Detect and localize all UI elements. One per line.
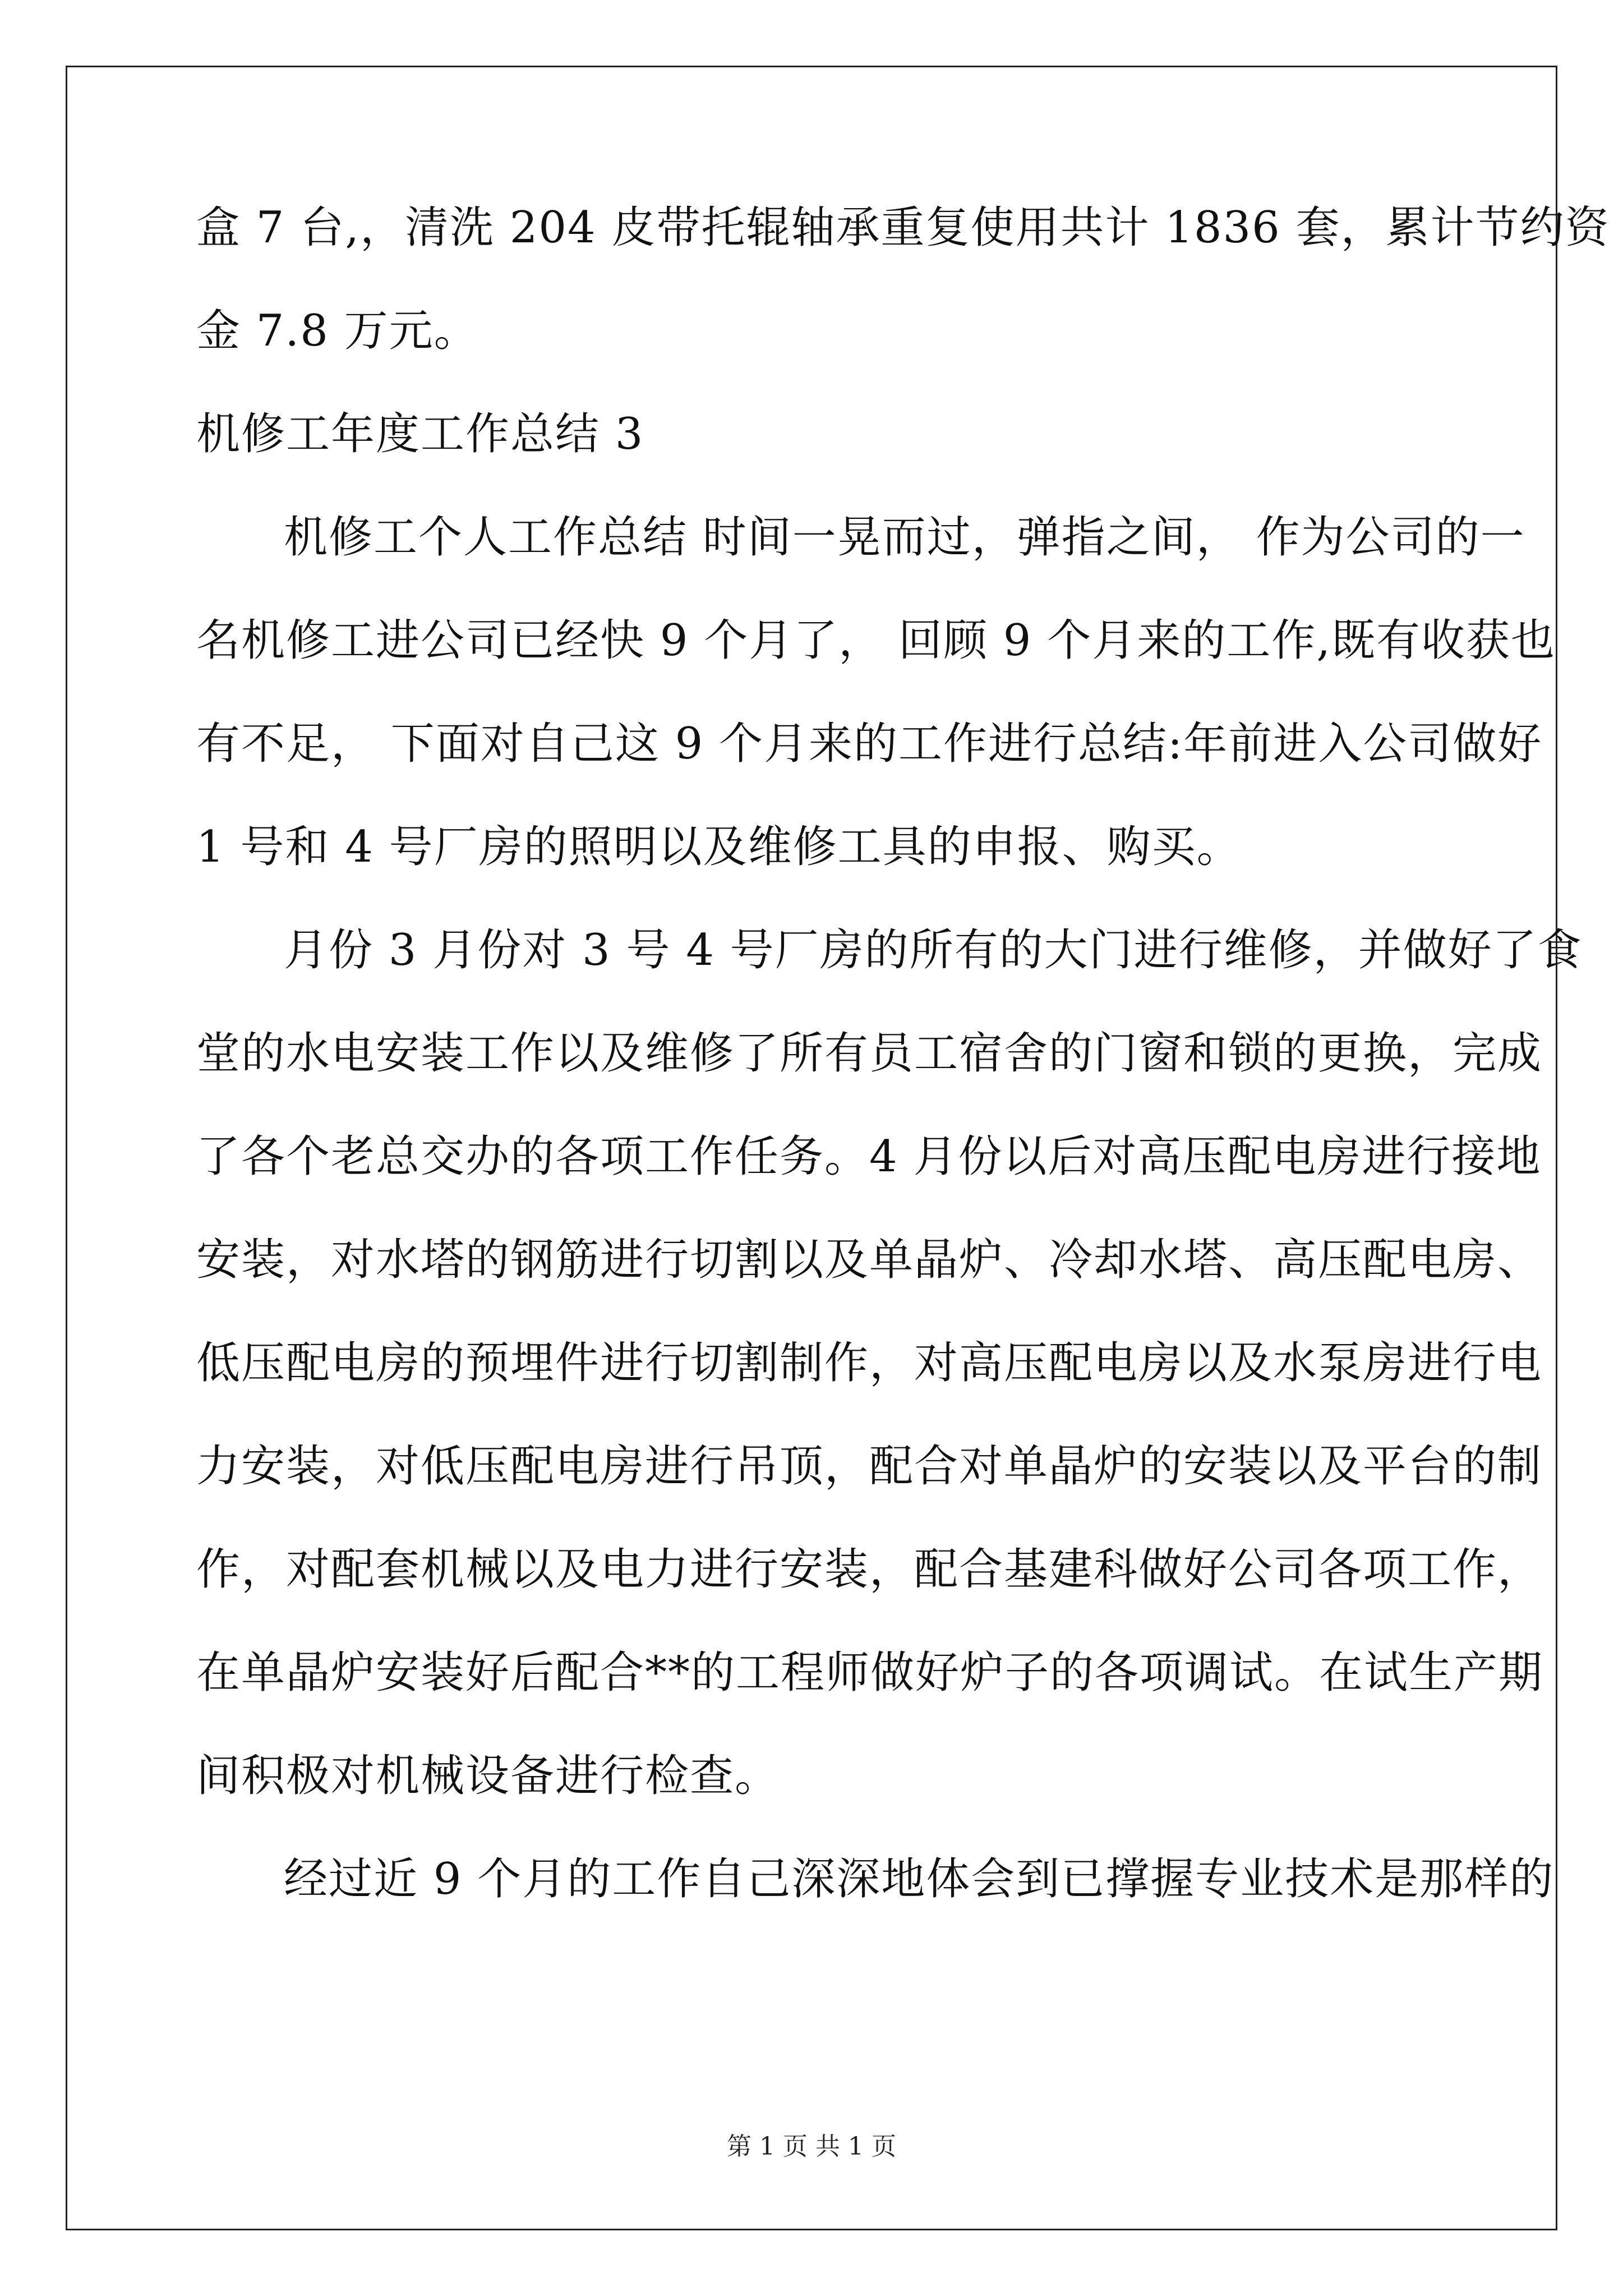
paragraph-start: 机修工个人工作总结 时间一晃而过，弹指之间， 作为公司的一 bbox=[284, 512, 1525, 563]
text-line: 安装，对水塔的钢筋进行切割以及单晶炉、冷却水塔、高压配电房、 bbox=[196, 1235, 1543, 1285]
text-line: 金 7.8 万元。 bbox=[196, 306, 479, 356]
text-line: 力安装，对低压配电房进行吊顶，配合对单晶炉的安装以及平台的制 bbox=[196, 1441, 1543, 1492]
text-line: 有不足， 下面对自己这 9 个月来的工作进行总结:年前进入公司做好 bbox=[196, 719, 1543, 769]
section-heading: 机修工年度工作总结 3 bbox=[196, 409, 644, 459]
text-line: 间积极对机械设备进行检查。 bbox=[196, 1751, 780, 1801]
text-line: 盒 7 台,，清洗 204 皮带托辊轴承重复使用共计 1836 套，累计节约资 bbox=[196, 203, 1610, 253]
text-line: 在单晶炉安装好后配合**的工程师做好炉子的各项调试。在试生产期 bbox=[196, 1648, 1544, 1698]
text-line: 堂的水电安装工作以及维修了所有员工宿舍的门窗和锁的更换，完成 bbox=[196, 1028, 1543, 1079]
paragraph-start: 经过近 9 个月的工作自己深深地体会到已撑握专业技术是那样的 bbox=[284, 1854, 1555, 1904]
text-line: 了各个老总交办的各项工作任务。4 月份以后对高压配电房进行接地 bbox=[196, 1131, 1542, 1182]
page-footer: 第 1 页 共 1 页 bbox=[727, 2132, 896, 2161]
document-body bbox=[196, 202, 1610, 1957]
paragraph-start: 月份 3 月份对 3 号 4 号厂房的所有的大门进行维修，并做好了食 bbox=[284, 925, 1583, 976]
text-line: 低压配电房的预埋件进行切割制作，对高压配电房以及水泵房进行电 bbox=[196, 1338, 1543, 1388]
text-line: 名机修工进公司已经快 9 个月了， 回顾 9 个月来的工作,既有收获也 bbox=[196, 615, 1556, 666]
text-line: 作，对配套机械以及电力进行安装，配合基建科做好公司各项工作， bbox=[196, 1544, 1543, 1595]
text-line: 1 号和 4 号厂房的照明以及维修工具的申报、购买。 bbox=[196, 822, 1242, 872]
